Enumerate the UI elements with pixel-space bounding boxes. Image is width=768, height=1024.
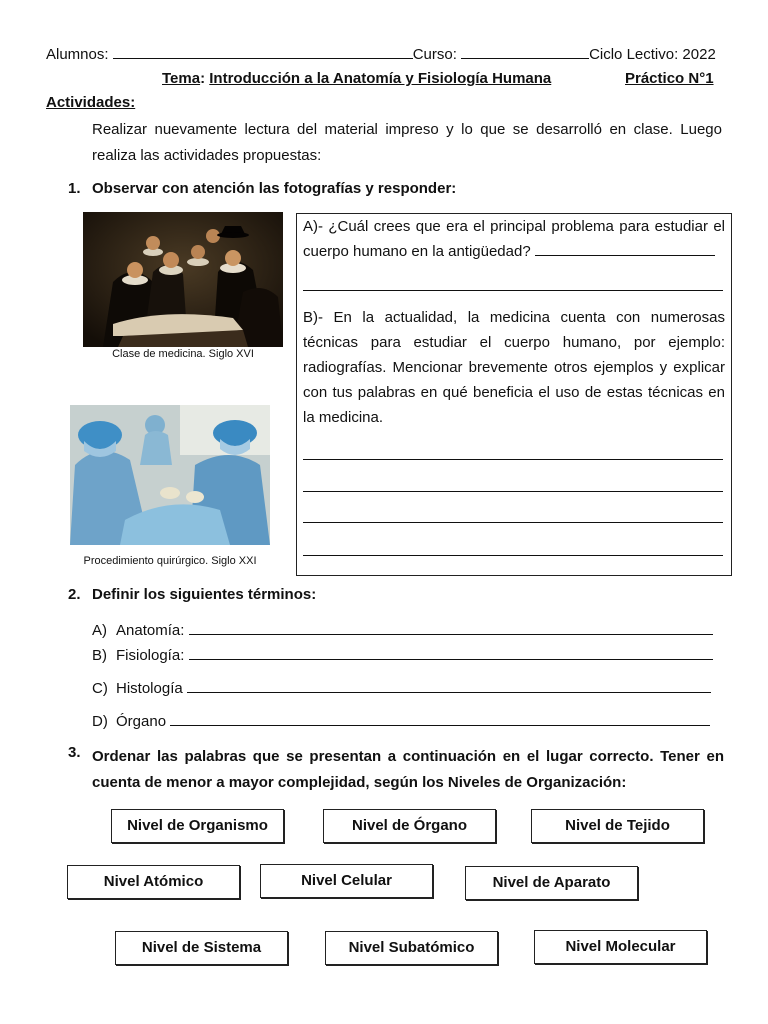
surgery-photo — [70, 405, 270, 545]
level-card-atomico[interactable]: Nivel Atómico — [67, 865, 240, 899]
alumnos-field[interactable] — [113, 44, 413, 59]
q2-term-d — [92, 711, 710, 730]
photo2-caption: Procedimiento quirúrgico. Siglo XXI — [83, 555, 257, 567]
level-card-tejido[interactable]: Nivel de Tejido — [531, 809, 704, 843]
term-b-answer-line[interactable] — [189, 645, 713, 660]
term-a-answer-line[interactable] — [189, 620, 713, 635]
term-letter: A) — [92, 622, 107, 639]
term-d-answer-line[interactable] — [170, 711, 710, 726]
q1-number: 1. — [68, 180, 81, 197]
q3-number: 3. — [68, 744, 81, 761]
term-label: Anatomía: — [116, 622, 185, 639]
q1-b-answer-line-4[interactable] — [303, 555, 723, 556]
ciclo-label: Ciclo Lectivo: 2022 — [589, 46, 716, 63]
level-card-molecular[interactable]: Nivel Molecular — [534, 930, 707, 964]
q3-title: Ordenar las palabras que se presentan a continuación en el lugar correcto. Tener en cuenta de menor a mayor complejidad, según los Niveles de Organización: — [92, 748, 724, 791]
level-card-organismo[interactable]: Nivel de Organismo — [111, 809, 284, 843]
actividades-intro: Realizar nuevamente lectura del material impreso y lo que se desarrolló en clase. Luego realiza las actividades propuestas: — [92, 121, 722, 164]
term-letter: B) — [92, 647, 107, 664]
practico-label: Práctico N°1 — [625, 70, 714, 87]
actividades-heading: Actividades: — [46, 94, 136, 111]
tema-title: Introducción a la Anatomía y Fisiología Humana — [209, 70, 552, 87]
q1-b-answer-line-3[interactable] — [303, 522, 723, 523]
term-letter: D) — [92, 713, 108, 730]
level-card-celular[interactable]: Nivel Celular — [260, 864, 433, 898]
tema-label: Tema — [162, 70, 201, 87]
term-label: Fisiología: — [116, 647, 185, 664]
term-letter: C) — [92, 680, 108, 697]
level-card-subatomico[interactable]: Nivel Subatómico — [325, 931, 498, 965]
photo1-caption: Clase de medicina. Siglo XVI — [112, 348, 254, 360]
q2-term-a — [92, 620, 713, 639]
q1-a-answer-inline[interactable] — [535, 241, 715, 256]
q2-number: 2. — [68, 586, 81, 603]
q1-title: Observar con atención las fotografías y responder: — [92, 180, 457, 197]
level-card-sistema[interactable]: Nivel de Sistema — [115, 931, 288, 965]
q1-b-answer-line-1[interactable] — [303, 459, 723, 460]
term-label: Histología — [116, 680, 183, 697]
q2-term-c — [92, 678, 711, 697]
curso-label: Curso: — [412, 46, 457, 63]
alumnos-label: Alumnos: — [46, 46, 109, 63]
q3-title-row — [68, 744, 724, 796]
level-card-organo[interactable]: Nivel de Órgano — [323, 809, 496, 843]
anatomy-lesson-painting — [83, 212, 283, 347]
tema-row — [162, 70, 551, 87]
header-row — [46, 44, 726, 63]
level-card-aparato[interactable]: Nivel de Aparato — [465, 866, 638, 900]
q2-title: Definir los siguientes términos: — [92, 586, 317, 603]
q1-part-b: B)- En la actualidad, la medicina cuenta con numerosas técnicas para estudiar el cuerpo humano, por ejemplo: radiografías. Mencionar brevemente otros ejemplos y explicar con tus palabras en qué beneficia el uso de estas técnicas en la medicina. — [303, 309, 725, 426]
q1-b-answer-line-2[interactable] — [303, 491, 723, 492]
q1-title-row — [68, 180, 456, 197]
curso-field[interactable] — [461, 44, 589, 59]
q2-term-b — [92, 645, 713, 664]
q1-answer-box — [296, 213, 732, 576]
q1-part-a — [303, 214, 725, 264]
term-label: Órgano — [116, 713, 167, 730]
q2-title-row — [68, 586, 316, 603]
q1-part-a-text: A)- ¿Cuál crees que era el principal problema para estudiar el cuerpo humano en la antigüedad? — [303, 218, 725, 260]
q1-a-answer-line[interactable] — [303, 290, 723, 291]
term-c-answer-line[interactable] — [187, 678, 711, 693]
tema-colon: : — [200, 70, 206, 87]
